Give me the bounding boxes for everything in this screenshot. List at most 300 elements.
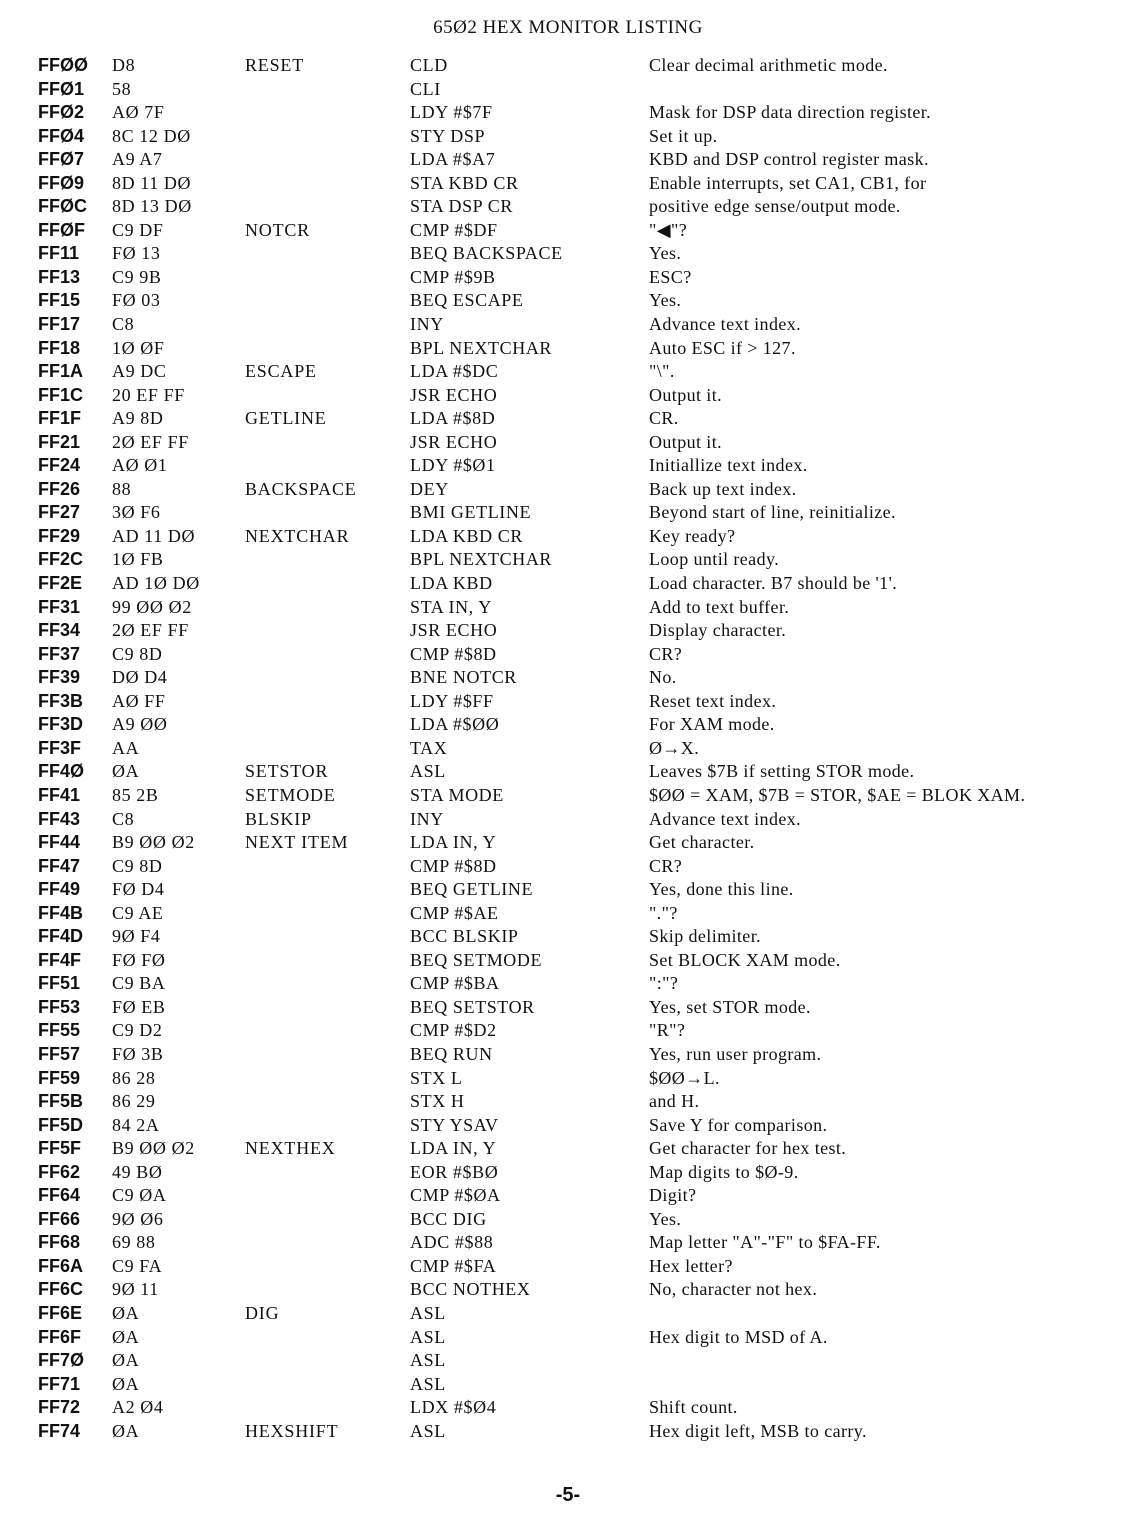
- listing-row: [38, 1019, 1128, 1043]
- instruction-cell: DEY: [410, 478, 449, 499]
- address-cell: FF27: [38, 502, 81, 523]
- address-cell: FF5B: [38, 1091, 83, 1112]
- comment-cell: For XAM mode.: [649, 714, 775, 735]
- opcode-bytes-cell: AØ 7F: [112, 102, 165, 123]
- listing-row: [38, 454, 1128, 478]
- address-cell: FF6F: [38, 1326, 81, 1347]
- opcode-bytes-cell: FØ 03: [112, 290, 161, 311]
- instruction-cell: STY DSP: [410, 125, 486, 146]
- address-cell: FF13: [38, 266, 81, 287]
- listing-row: [38, 1231, 1128, 1255]
- listing-row: [38, 219, 1128, 243]
- comment-cell: Digit?: [649, 1185, 697, 1206]
- opcode-bytes-cell: FØ 3B: [112, 1043, 164, 1064]
- listing-row: [38, 1067, 1128, 1091]
- listing-row: [38, 808, 1128, 832]
- instruction-cell: LDA KBD CR: [410, 525, 524, 546]
- instruction-cell: BMI GETLINE: [410, 502, 532, 523]
- instruction-cell: LDY #$7F: [410, 102, 493, 123]
- comment-cell: Mask for DSP data direction register.: [649, 102, 932, 123]
- address-cell: FF6E: [38, 1302, 83, 1323]
- opcode-bytes-cell: ØA: [112, 1302, 140, 1323]
- opcode-bytes-cell: A9 ØØ: [112, 714, 168, 735]
- address-cell: FF72: [38, 1397, 81, 1418]
- comment-cell: Key ready?: [649, 525, 736, 546]
- opcode-bytes-cell: A9 A7: [112, 149, 163, 170]
- address-cell: FF4B: [38, 902, 83, 923]
- comment-cell: CR?: [649, 643, 683, 664]
- listing-row: [38, 713, 1128, 737]
- opcode-bytes-cell: C9 ØA: [112, 1185, 167, 1206]
- opcode-bytes-cell: FØ FØ: [112, 949, 166, 970]
- comment-cell: Yes, set STOR mode.: [649, 996, 811, 1017]
- comment-cell: Set it up.: [649, 125, 718, 146]
- address-cell: FF26: [38, 478, 81, 499]
- comment-cell: Output it.: [649, 384, 723, 405]
- label-cell: NEXTHEX: [245, 1138, 336, 1159]
- comment-cell: "◀"?: [649, 219, 688, 240]
- instruction-cell: JSR ECHO: [410, 431, 498, 452]
- opcode-bytes-cell: C9 8D: [112, 643, 163, 664]
- instruction-cell: JSR ECHO: [410, 620, 498, 641]
- comment-cell: positive edge sense/output mode.: [649, 196, 901, 217]
- instruction-cell: STA MODE: [410, 784, 504, 805]
- comment-cell: Hex digit left, MSB to carry.: [649, 1420, 867, 1441]
- address-cell: FFØ1: [38, 78, 85, 99]
- comment-cell: "R"?: [649, 1020, 686, 1041]
- opcode-bytes-cell: 3Ø F6: [112, 502, 161, 523]
- address-cell: FFØ9: [38, 172, 85, 193]
- listing-row: [38, 548, 1128, 572]
- label-cell: SETMODE: [245, 784, 336, 805]
- instruction-cell: STA KBD CR: [410, 172, 519, 193]
- listing-row: [38, 195, 1128, 219]
- instruction-cell: BNE NOTCR: [410, 667, 517, 688]
- comment-cell: Yes.: [649, 290, 682, 311]
- listing-row: [38, 78, 1128, 102]
- opcode-bytes-cell: 85 2B: [112, 784, 159, 805]
- opcode-bytes-cell: C9 8D: [112, 855, 163, 876]
- instruction-cell: BCC BLSKIP: [410, 926, 519, 947]
- opcode-bytes-cell: C9 FA: [112, 1255, 163, 1276]
- opcode-bytes-cell: 49 BØ: [112, 1161, 163, 1182]
- label-cell: NEXT ITEM: [245, 832, 349, 853]
- listing-row: [38, 1161, 1128, 1185]
- listing-row: [38, 1278, 1128, 1302]
- address-cell: FF7Ø: [38, 1350, 85, 1371]
- instruction-cell: BEQ ESCAPE: [410, 290, 524, 311]
- address-cell: FFØ4: [38, 125, 85, 146]
- address-cell: FF59: [38, 1067, 81, 1088]
- instruction-cell: CMP #$ØA: [410, 1185, 501, 1206]
- comment-cell: KBD and DSP control register mask.: [649, 149, 929, 170]
- comment-cell: Hex letter?: [649, 1255, 733, 1276]
- comment-cell: Get character.: [649, 832, 755, 853]
- comment-cell: Shift count.: [649, 1397, 738, 1418]
- comment-cell: CR.: [649, 408, 679, 429]
- listing-row: [38, 525, 1128, 549]
- opcode-bytes-cell: B9 ØØ Ø2: [112, 832, 195, 853]
- listing-row: [38, 431, 1128, 455]
- opcode-bytes-cell: A2 Ø4: [112, 1397, 164, 1418]
- instruction-cell: LDY #$Ø1: [410, 455, 496, 476]
- comment-cell: CR?: [649, 855, 683, 876]
- instruction-cell: LDA #$8D: [410, 408, 496, 429]
- address-cell: FF6A: [38, 1255, 83, 1276]
- instruction-cell: ASL: [410, 1350, 446, 1371]
- address-cell: FF53: [38, 996, 81, 1017]
- address-cell: FF66: [38, 1208, 81, 1229]
- comment-cell: Clear decimal arithmetic mode.: [649, 55, 888, 75]
- listing-row: [38, 289, 1128, 313]
- opcode-bytes-cell: A9 DC: [112, 361, 167, 382]
- label-cell: BACKSPACE: [245, 478, 357, 499]
- opcode-bytes-cell: AD 1Ø DØ: [112, 573, 200, 594]
- address-cell: FF55: [38, 1020, 81, 1041]
- instruction-cell: STX H: [410, 1091, 465, 1112]
- listing-row: [38, 266, 1128, 290]
- comment-cell: Get character for hex test.: [649, 1138, 847, 1159]
- opcode-bytes-cell: D8: [112, 55, 136, 75]
- address-cell: FF49: [38, 879, 81, 900]
- instruction-cell: ASL: [410, 1420, 446, 1441]
- comment-cell: "\".: [649, 361, 675, 382]
- listing-row: [38, 54, 1128, 78]
- label-cell: DIG: [245, 1302, 280, 1323]
- instruction-cell: INY: [410, 314, 444, 335]
- comment-cell: Map digits to $Ø-9.: [649, 1161, 799, 1182]
- instruction-cell: ASL: [410, 761, 446, 782]
- listing-row: [38, 1255, 1128, 1279]
- address-cell: FF3F: [38, 737, 81, 758]
- address-cell: FF71: [38, 1373, 81, 1394]
- listing-row: [38, 925, 1128, 949]
- instruction-cell: BEQ SETSTOR: [410, 996, 535, 1017]
- opcode-bytes-cell: ØA: [112, 1373, 140, 1394]
- comment-cell: Add to text buffer.: [649, 596, 790, 617]
- comment-cell: $ØØ→L.: [649, 1067, 720, 1088]
- comment-cell: Skip delimiter.: [649, 926, 761, 947]
- comment-cell: and H.: [649, 1091, 700, 1112]
- address-cell: FF51: [38, 973, 81, 994]
- page-title: 65Ø2 HEX MONITOR LISTING: [433, 17, 703, 38]
- address-cell: FF29: [38, 525, 81, 546]
- instruction-cell: CMP #$BA: [410, 973, 500, 994]
- comment-cell: "."?: [649, 902, 678, 923]
- address-cell: FFØ2: [38, 102, 85, 123]
- listing-row: [38, 643, 1128, 667]
- listing-row: [38, 1043, 1128, 1067]
- assembly-listing: [38, 54, 1128, 1443]
- comment-cell: ESC?: [649, 266, 692, 287]
- listing-row: [38, 1326, 1128, 1350]
- opcode-bytes-cell: C9 9B: [112, 266, 162, 287]
- comment-cell: $ØØ = XAM, $7B = STOR, $AE = BLOK XAM.: [649, 784, 1026, 805]
- listing-row: [38, 737, 1128, 761]
- instruction-cell: LDA #$A7: [410, 149, 496, 170]
- comment-cell: No, character not hex.: [649, 1279, 818, 1300]
- listing-row: [38, 148, 1128, 172]
- opcode-bytes-cell: ØA: [112, 1420, 140, 1441]
- address-cell: FF57: [38, 1043, 81, 1064]
- comment-cell: Output it.: [649, 431, 723, 452]
- opcode-bytes-cell: AØ FF: [112, 690, 166, 711]
- address-cell: FF15: [38, 290, 81, 311]
- instruction-cell: LDX #$Ø4: [410, 1397, 497, 1418]
- opcode-bytes-cell: C9 BA: [112, 973, 166, 994]
- instruction-cell: BCC DIG: [410, 1208, 487, 1229]
- comment-cell: Yes.: [649, 1208, 682, 1229]
- comment-cell: Reset text index.: [649, 690, 777, 711]
- instruction-cell: CMP #$DF: [410, 219, 498, 240]
- label-cell: ESCAPE: [245, 361, 317, 382]
- address-cell: FF2E: [38, 573, 83, 594]
- address-cell: FF1F: [38, 408, 81, 429]
- listing-row: [38, 855, 1128, 879]
- instruction-cell: LDA KBD: [410, 573, 493, 594]
- instruction-cell: ASL: [410, 1302, 446, 1323]
- address-cell: FF37: [38, 643, 81, 664]
- listing-row: [38, 1349, 1128, 1373]
- instruction-cell: LDA #$ØØ: [410, 714, 500, 735]
- instruction-cell: ASL: [410, 1373, 446, 1394]
- address-cell: FF3D: [38, 714, 83, 735]
- address-cell: FF24: [38, 455, 81, 476]
- address-cell: FF1A: [38, 361, 83, 382]
- address-cell: FF34: [38, 620, 81, 641]
- listing-row: [38, 760, 1128, 784]
- opcode-bytes-cell: DØ D4: [112, 667, 168, 688]
- comment-cell: Load character. B7 should be '1'.: [649, 573, 898, 594]
- opcode-bytes-cell: 69 88: [112, 1232, 156, 1253]
- address-cell: FF2C: [38, 549, 83, 570]
- instruction-cell: CLI: [410, 78, 441, 99]
- listing-row: [38, 1208, 1128, 1232]
- listing-row: [38, 949, 1128, 973]
- comment-cell: Ø→X.: [649, 737, 700, 758]
- instruction-cell: LDA #$DC: [410, 361, 499, 382]
- listing-row: [38, 902, 1128, 926]
- listing-row: [38, 101, 1128, 125]
- listing-row: [38, 501, 1128, 525]
- opcode-bytes-cell: 2Ø EF FF: [112, 620, 189, 641]
- address-cell: FF62: [38, 1161, 81, 1182]
- address-cell: FF17: [38, 314, 81, 335]
- comment-cell: Yes, done this line.: [649, 879, 794, 900]
- address-cell: FF41: [38, 784, 81, 805]
- opcode-bytes-cell: 88: [112, 478, 132, 499]
- instruction-cell: BEQ SETMODE: [410, 949, 543, 970]
- opcode-bytes-cell: FØ EB: [112, 996, 166, 1017]
- opcode-bytes-cell: 9Ø Ø6: [112, 1208, 164, 1229]
- address-cell: FFØØ: [38, 55, 88, 75]
- opcode-bytes-cell: 84 2A: [112, 1114, 160, 1135]
- listing-row: [38, 478, 1128, 502]
- opcode-bytes-cell: 8D 11 DØ: [112, 172, 192, 193]
- label-cell: HEXSHIFT: [245, 1420, 339, 1441]
- listing-row: [38, 596, 1128, 620]
- opcode-bytes-cell: FØ 13: [112, 243, 161, 264]
- opcode-bytes-cell: AA: [112, 737, 140, 758]
- opcode-bytes-cell: 1Ø FB: [112, 549, 164, 570]
- label-cell: NOTCR: [245, 219, 311, 240]
- listing-row: [38, 337, 1128, 361]
- address-cell: FF64: [38, 1185, 81, 1206]
- address-cell: FF44: [38, 832, 81, 853]
- listing-row: [38, 172, 1128, 196]
- address-cell: FF74: [38, 1420, 81, 1441]
- instruction-cell: EOR #$BØ: [410, 1161, 499, 1182]
- instruction-cell: LDA IN, Y: [410, 832, 497, 853]
- address-cell: FF18: [38, 337, 81, 358]
- address-cell: FF68: [38, 1232, 81, 1253]
- opcode-bytes-cell: 8D 13 DØ: [112, 196, 192, 217]
- comment-cell: Advance text index.: [649, 808, 802, 829]
- comment-cell: Yes, run user program.: [649, 1043, 822, 1064]
- opcode-bytes-cell: C9 AE: [112, 902, 164, 923]
- instruction-cell: ADC #$88: [410, 1232, 494, 1253]
- instruction-cell: ASL: [410, 1326, 446, 1347]
- instruction-cell: STX L: [410, 1067, 463, 1088]
- comment-cell: Enable interrupts, set CA1, CB1, for: [649, 172, 927, 193]
- comment-cell: Map letter "A"-"F" to $FA-FF.: [649, 1232, 881, 1253]
- opcode-bytes-cell: ØA: [112, 761, 140, 782]
- opcode-bytes-cell: 9Ø F4: [112, 926, 161, 947]
- listing-row: [38, 384, 1128, 408]
- comment-cell: No.: [649, 667, 677, 688]
- address-cell: FF5F: [38, 1138, 81, 1159]
- label-cell: NEXTCHAR: [245, 525, 350, 546]
- opcode-bytes-cell: A9 8D: [112, 408, 164, 429]
- comment-cell: Set BLOCK XAM mode.: [649, 949, 841, 970]
- opcode-bytes-cell: 2Ø EF FF: [112, 431, 189, 452]
- opcode-bytes-cell: C9 D2: [112, 1020, 163, 1041]
- comment-cell: Hex digit to MSD of A.: [649, 1326, 828, 1347]
- listing-row: [38, 313, 1128, 337]
- opcode-bytes-cell: 99 ØØ Ø2: [112, 596, 192, 617]
- listing-row: [38, 1137, 1128, 1161]
- opcode-bytes-cell: ØA: [112, 1326, 140, 1347]
- opcode-bytes-cell: C9 DF: [112, 219, 164, 240]
- opcode-bytes-cell: AØ Ø1: [112, 455, 168, 476]
- opcode-bytes-cell: C8: [112, 314, 135, 335]
- instruction-cell: STA DSP CR: [410, 196, 513, 217]
- listing-row: [38, 666, 1128, 690]
- instruction-cell: BPL NEXTCHAR: [410, 337, 553, 358]
- listing-row: [38, 996, 1128, 1020]
- instruction-cell: CMP #$9B: [410, 266, 496, 287]
- instruction-cell: CMP #$8D: [410, 855, 497, 876]
- label-cell: GETLINE: [245, 408, 327, 429]
- comment-cell: Loop until ready.: [649, 549, 780, 570]
- instruction-cell: CLD: [410, 55, 448, 75]
- address-cell: FF4Ø: [38, 761, 85, 782]
- address-cell: FF6C: [38, 1279, 83, 1300]
- listing-row: [38, 407, 1128, 431]
- opcode-bytes-cell: C8: [112, 808, 135, 829]
- comment-cell: Leaves $7B if setting STOR mode.: [649, 761, 915, 782]
- listing-row: [38, 784, 1128, 808]
- opcode-bytes-cell: B9 ØØ Ø2: [112, 1138, 195, 1159]
- instruction-cell: BEQ GETLINE: [410, 879, 534, 900]
- listing-row: [38, 1184, 1128, 1208]
- comment-cell: Save Y for comparison.: [649, 1114, 828, 1135]
- instruction-cell: CMP #$FA: [410, 1255, 497, 1276]
- address-cell: FFØF: [38, 219, 85, 240]
- listing-row: [38, 831, 1128, 855]
- instruction-cell: JSR ECHO: [410, 384, 498, 405]
- listing-row: [38, 1373, 1128, 1397]
- listing-row: [38, 360, 1128, 384]
- instruction-cell: STY YSAV: [410, 1114, 499, 1135]
- address-cell: FF4D: [38, 926, 83, 947]
- comment-cell: Yes.: [649, 243, 682, 264]
- instruction-cell: CMP #$8D: [410, 643, 497, 664]
- opcode-bytes-cell: 20 EF FF: [112, 384, 185, 405]
- address-cell: FF11: [38, 243, 80, 264]
- label-cell: SETSTOR: [245, 761, 329, 782]
- opcode-bytes-cell: AD 11 DØ: [112, 525, 196, 546]
- address-cell: FFØ7: [38, 149, 85, 170]
- listing-row: [38, 619, 1128, 643]
- address-cell: FF21: [38, 431, 81, 452]
- address-cell: FF47: [38, 855, 81, 876]
- address-cell: FF1C: [38, 384, 83, 405]
- listing-row: [38, 1396, 1128, 1420]
- opcode-bytes-cell: 9Ø 11: [112, 1279, 159, 1300]
- comment-cell: Back up text index.: [649, 478, 797, 499]
- page-number: -5-: [555, 1484, 581, 1506]
- instruction-cell: BPL NEXTCHAR: [410, 549, 553, 570]
- instruction-cell: CMP #$D2: [410, 1020, 497, 1041]
- listing-row: [38, 1114, 1128, 1138]
- instruction-cell: BEQ RUN: [410, 1043, 493, 1064]
- listing-row: [38, 690, 1128, 714]
- instruction-cell: LDA IN, Y: [410, 1138, 497, 1159]
- label-cell: RESET: [245, 55, 305, 75]
- listing-row: [38, 242, 1128, 266]
- opcode-bytes-cell: FØ D4: [112, 879, 165, 900]
- address-cell: FF3B: [38, 690, 83, 711]
- label-cell: BLSKIP: [245, 808, 312, 829]
- opcode-bytes-cell: 1Ø ØF: [112, 337, 165, 358]
- instruction-cell: TAX: [410, 737, 448, 758]
- comment-cell: ":"?: [649, 973, 679, 994]
- listing-row: [38, 1090, 1128, 1114]
- comment-cell: Auto ESC if > 127.: [649, 337, 796, 358]
- address-cell: FF31: [38, 596, 81, 617]
- instruction-cell: INY: [410, 808, 444, 829]
- instruction-cell: BEQ BACKSPACE: [410, 243, 563, 264]
- comment-cell: Advance text index.: [649, 314, 802, 335]
- comment-cell: Beyond start of line, reinitialize.: [649, 502, 896, 523]
- opcode-bytes-cell: 86 29: [112, 1091, 156, 1112]
- comment-cell: Display character.: [649, 620, 787, 641]
- opcode-bytes-cell: 58: [112, 78, 132, 99]
- listing-row: [38, 1302, 1128, 1326]
- listing-row: [38, 878, 1128, 902]
- instruction-cell: BCC NOTHEX: [410, 1279, 531, 1300]
- listing-row: [38, 572, 1128, 596]
- address-cell: FF39: [38, 667, 81, 688]
- instruction-cell: LDY #$FF: [410, 690, 494, 711]
- address-cell: FF5D: [38, 1114, 83, 1135]
- listing-row: [38, 125, 1128, 149]
- address-cell: FF4F: [38, 949, 81, 970]
- opcode-bytes-cell: ØA: [112, 1350, 140, 1371]
- listing-row: [38, 972, 1128, 996]
- instruction-cell: CMP #$AE: [410, 902, 499, 923]
